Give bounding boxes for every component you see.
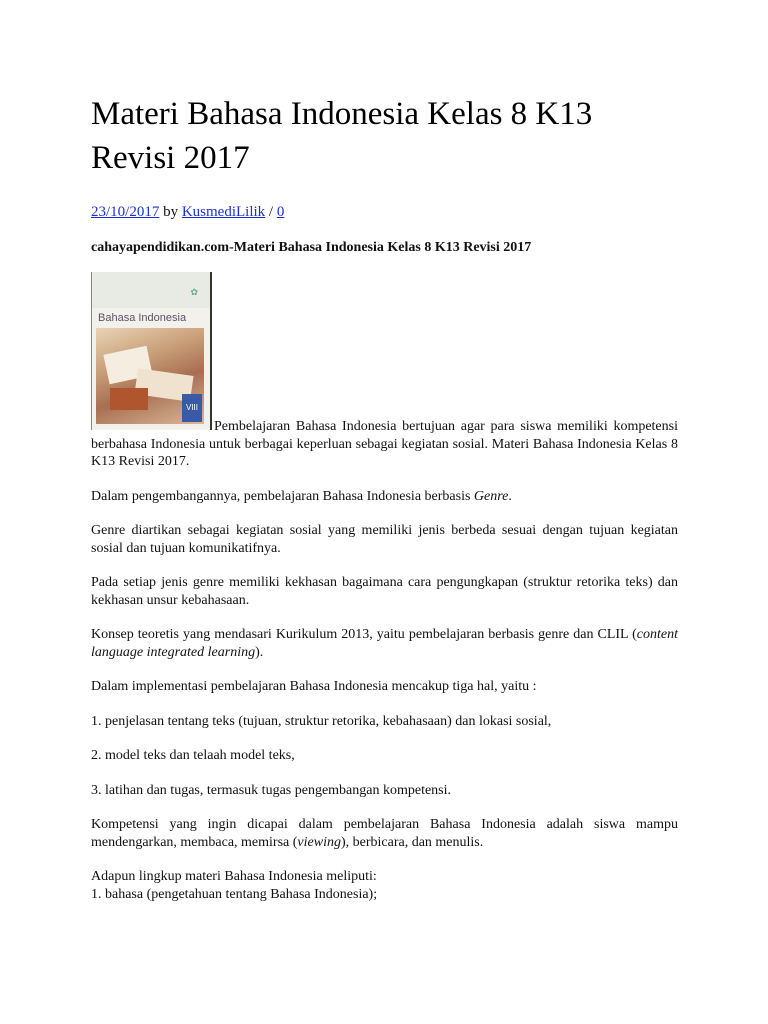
paragraph-5-end: ). [255,644,264,660]
paragraph-3: Genre diartikan sebagai kegiatan sosial yang memiliki jenis berbeda sesuai dengan tujuan kegiatan sosial dan tujuan komunikatifnya. [91,523,678,556]
paragraph-5-text: Konsep teoretis yang mendasari Kurikulum 2013, yaitu pembelajaran berbasis genre dan CLIL ( [91,627,637,642]
paragraph-2-emphasis: Genre [473,488,509,504]
book-cover-image [91,272,212,430]
article [91,92,678,903]
article-title: Materi Bahasa Indonesia Kelas 8 K13 Revisi 2017 [91,96,593,176]
list-item-1: 1. penjelasan tentang teks (tujuan, struktur retorika, kebahasaan) dan lokasi sosial, [91,713,552,729]
paragraph-2 [91,488,678,506]
list-item-3: 3. latihan dan tugas, termasuk tugas pengembangan kompetensi. [91,782,452,798]
paragraph-2-text: Dalam pengembangannya, pembelajaran Bahasa Indonesia berbasis [91,488,474,504]
cover-title: Bahasa Indonesia [98,312,187,324]
lead-line: cahayapendidikan.com-Materi Bahasa Indonesia Kelas 8 K13 Revisi 2017 [91,240,532,255]
paragraph-5 [91,626,678,661]
paragraph-7-end: ), berbicara, dan menulis. [340,834,484,850]
list-item-2: 2. model teks dan telaah model teks, [91,748,295,763]
paragraph-4: Pada setiap jenis genre memiliki kekhasan bagaimana cara pengungkapan (struktur retorika teks) dan kekhasan unsur kebahasaan. [91,575,678,608]
paragraph-5-emphasis: content language integrated learning [91,627,678,660]
paragraph-1-text: Pembelajaran Bahasa Indonesia bertujuan agar para siswa memiliki kompetensi berbahasa Indonesia untuk berbagai keperluan sebagai kegiatan sosial. Materi Bahasa Indonesia Kelas 8 K13 Revisi 2017. [91,419,678,469]
paragraph-6: Dalam implementasi pembelajaran Bahasa Indonesia mencakup tiga hal, yaitu : [91,679,537,694]
paragraph-7-text: Kompetensi yang ingin dicapai dalam pembelajaran Bahasa Indonesia adalah siswa mampu mendengarkan, membaca, memirsa ( [91,817,678,850]
author-link[interactable]: KusmediLilik [181,204,266,220]
paragraph-8: Adapun lingkup materi Bahasa Indonesia meliputi: [91,869,377,884]
meta-separator: / [268,204,274,220]
paragraph-7 [91,816,678,851]
cover-photo-book-3 [110,388,148,410]
scope-list-item-1: 1. bahasa (pengetahuan tentang Bahasa Indonesia); [91,886,378,902]
post-date-link[interactable]: 23/10/2017 [91,204,160,220]
cover-grade-badge: VIII [182,394,202,422]
article-meta [91,202,678,222]
paragraph-2-end: . [508,488,512,504]
by-label: by [163,204,179,220]
comments-count-link[interactable]: 0 [276,204,285,220]
leaf-icon: ✿ [190,288,198,298]
paragraph-1 [91,272,678,471]
paragraph-7-emphasis: viewing [297,834,341,850]
